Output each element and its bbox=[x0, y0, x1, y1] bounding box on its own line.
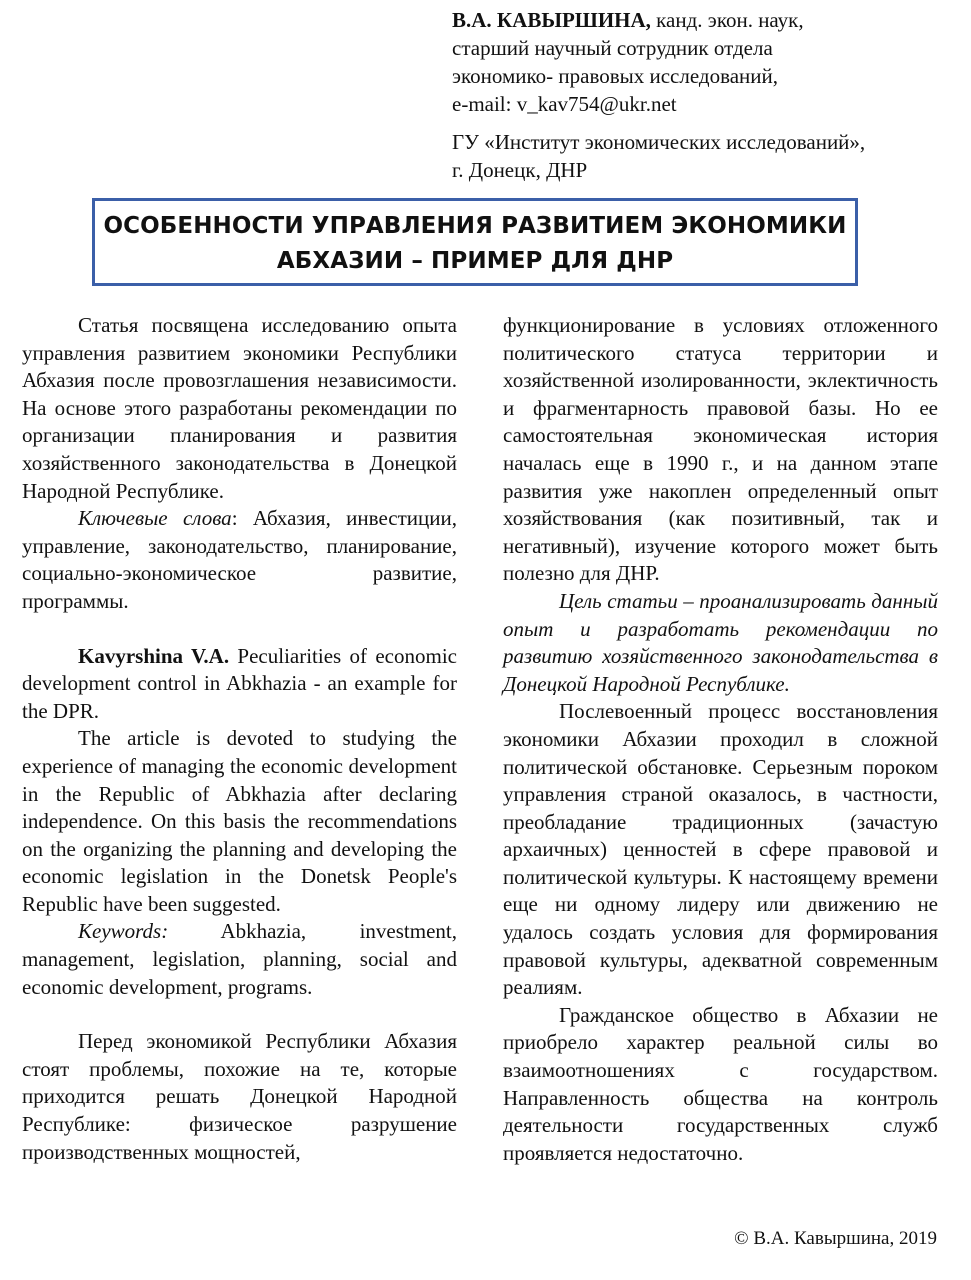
author-degree: канд. экон. наук, bbox=[650, 8, 804, 32]
keywords-ru-label: Ключевые слова bbox=[78, 506, 232, 531]
goal-paragraph: Цель статьи – проанализировать данный опыт и разработать рекомендации по развитию хозяйственного законодательства в Донецкой Народной Республике. bbox=[503, 588, 938, 696]
author-name-line bbox=[452, 6, 952, 34]
article-title bbox=[92, 198, 858, 286]
abstract-ru: Статья посвящена исследованию опыта управления развитием экономики Республики Абхазия после провозглашения независимости. На основе этого разработаны рекомендации по организации планирования и развития хозяйственного законодательства в Донецкой Народной Республике. bbox=[22, 313, 457, 503]
left-column bbox=[22, 312, 457, 1166]
english-heading bbox=[22, 643, 457, 726]
author-block bbox=[452, 6, 952, 184]
title-line-2: АБХАЗИИ – ПРИМЕР ДЛЯ ДНР bbox=[276, 248, 674, 274]
title-line-1: ОСОБЕННОСТИ УПРАВЛЕНИЯ РАЗВИТИЕМ ЭКОНОМИКИ bbox=[103, 213, 847, 239]
english-title: Peculiarities of economic development control in Abkhazia - an example for the DPR. bbox=[22, 643, 457, 723]
keywords-ru bbox=[22, 505, 457, 615]
postwar-paragraph: Послевоенный процесс восстановления экономики Абхазии проходил в сложной политической обстановке. Серьезным пороком управления страной оказалось, в частности, преобладание традиционных (зачастую архаичных) ценностей в сфере правовой и политической культуры. К настоящему времени еще ни одному лидеру или движению не удалось создать условия для формирования правовой культуры, адекватной современным реалиям. bbox=[503, 699, 938, 1000]
author-position-2: экономико- правовых исследований, bbox=[452, 64, 779, 88]
copyright: © В.А. Кавыршина, 2019 bbox=[734, 1228, 937, 1249]
author-email: e-mail: v_kav754@ukr.net bbox=[452, 92, 677, 116]
keywords-en-text: Abkhazia, investment, management, legislation, planning, social and economic development, programs. bbox=[22, 919, 457, 999]
abstract-en: The article is devoted to studying the experience of managing the economic development in the Republic of Abkhazia after declaring independence. On this basis the recommendations on the organizing the planning and developing the economic legislation in the Donetsk People's Republic have been suggested. bbox=[22, 726, 457, 916]
english-author: Kavyrshina V.A. bbox=[78, 643, 230, 668]
right-column bbox=[503, 312, 938, 1167]
intro-paragraph: Перед экономикой Республики Абхазия стоят проблемы, похожие на те, которые приходится решать Донецкой Народной Республике: физическое разрушение производственных мощностей, bbox=[22, 1029, 457, 1164]
keywords-en-label: Keywords: bbox=[78, 919, 169, 944]
author-city: г. Донецк, ДНР bbox=[452, 158, 588, 182]
author-position-1: старший научный сотрудник отдела bbox=[452, 36, 773, 60]
continuation-paragraph: функционирование в условиях отложенного политического статуса территории и хозяйственной изолированности, эклектичность и фрагментарность правовой базы. Но ее самостоятельная экономическая история началась еще в 1990 г., и на данном этапе развития уже накоплен определенный опыт хозяйствования (как позитивный, так и негативный), изучение которого может быть полезно для ДНР. bbox=[503, 313, 938, 586]
keywords-en bbox=[22, 918, 457, 1001]
civil-society-paragraph: Гражданское общество в Абхазии не приобрело характер реальной силы во взаимоотношениях с государством. Направленность общества на контроль деятельности государственных служб проявляется недостаточно. bbox=[503, 1002, 938, 1165]
keywords-ru-text: : Абхазия, инвестиции, управление, законодательство, планирование, социально-экономическое развитие, программы. bbox=[22, 506, 457, 613]
author-name: В.А. КАВЫРШИНА, bbox=[452, 8, 651, 32]
author-institution: ГУ «Институт экономических исследований», bbox=[452, 130, 866, 154]
